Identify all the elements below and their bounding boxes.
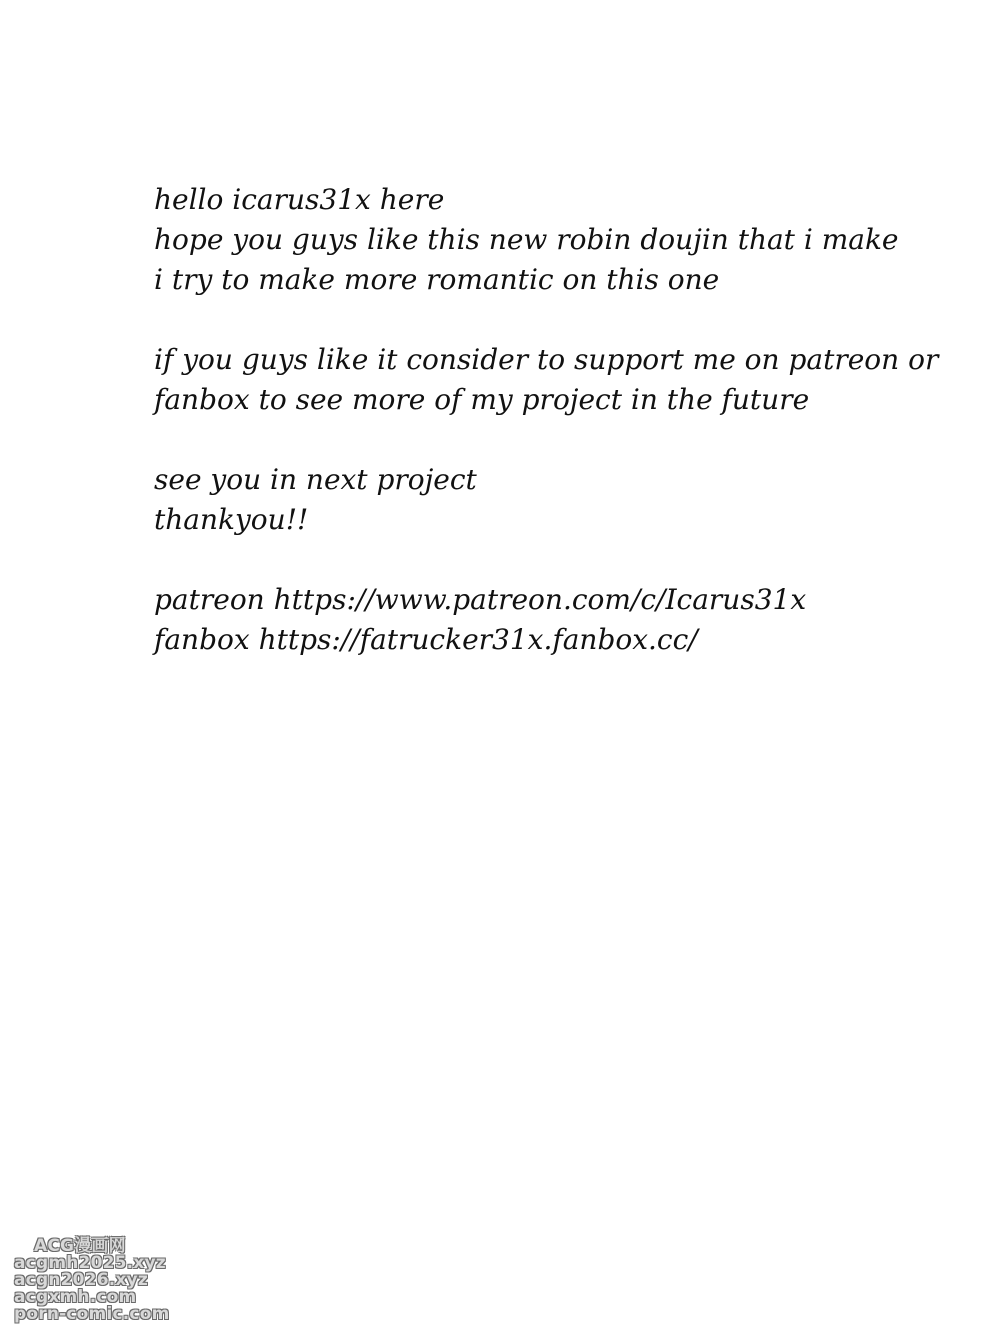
watermark-line: acgmh2025.xyz — [14, 1253, 166, 1273]
note-line-thanks: thankyou!! — [154, 503, 309, 536]
author-note — [154, 180, 974, 660]
fanbox-label: fanbox — [154, 623, 250, 656]
note-line-fanbox-info: fanbox to see more of my project in the future — [154, 383, 810, 416]
watermark-line: ACG漫画网 — [34, 1236, 126, 1256]
fanbox-link[interactable]: https://fatrucker31x.fanbox.cc/ — [258, 623, 698, 656]
note-line-romantic: i try to make more romantic on this one — [154, 263, 720, 296]
note-line-see-you: see you in next project — [154, 463, 477, 496]
patreon-label: patreon — [154, 583, 265, 616]
paragraph-gap — [154, 300, 974, 340]
site-watermark — [14, 1238, 170, 1323]
watermark-line: acgxmh.com — [14, 1287, 137, 1307]
paragraph-gap — [154, 420, 974, 460]
watermark-line: porn-comic.com — [14, 1304, 170, 1324]
fanbox-line — [154, 620, 974, 660]
note-line-hope: hope you guys like this new robin doujin that i make — [154, 223, 899, 256]
paragraph-gap — [154, 540, 974, 580]
note-line-greeting: hello icarus31x here — [154, 183, 445, 216]
patreon-line — [154, 580, 974, 620]
note-line-support: if you guys like it consider to support me on patreon or — [154, 343, 939, 376]
patreon-link[interactable]: https://www.patreon.com/c/Icarus31x — [273, 583, 807, 616]
watermark-line: acgn2026.xyz — [14, 1270, 148, 1290]
